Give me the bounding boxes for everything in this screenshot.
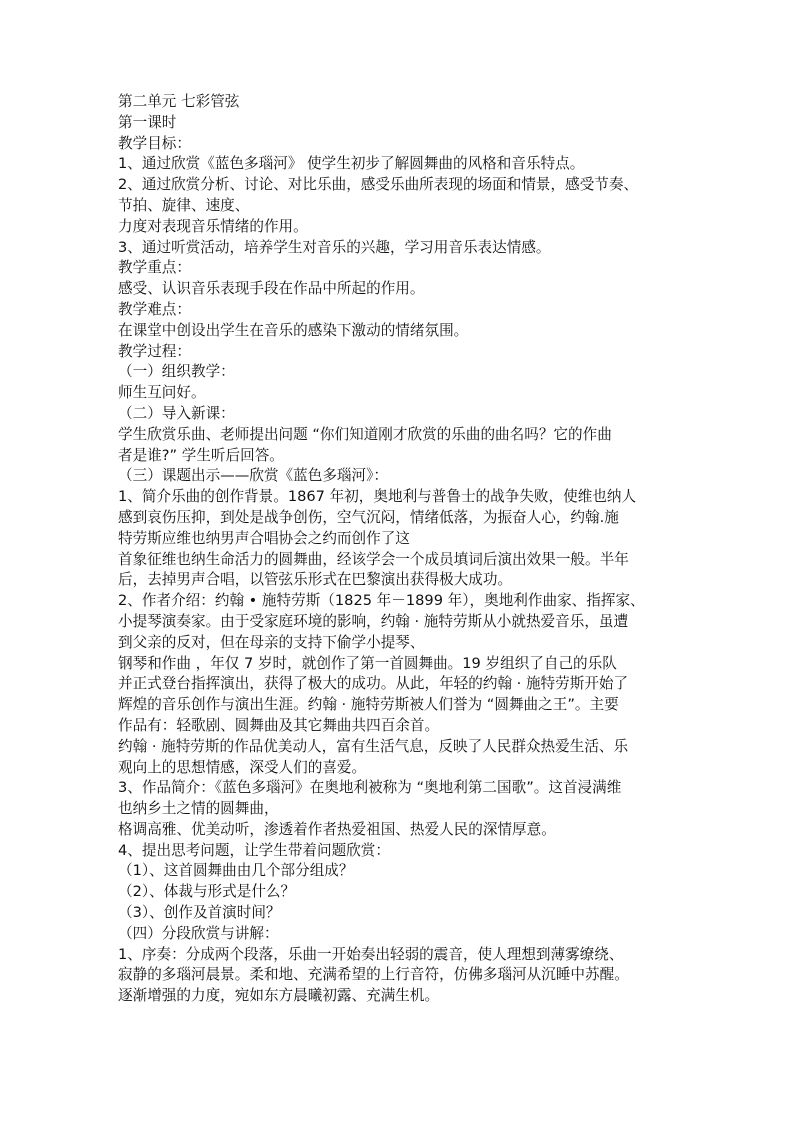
text-line: 1、简介乐曲的创作背景。1867 年初，奥地利与普鲁士的战争失败，使维也纳人 [118,488,637,506]
section-heading-objectives: 教学目标： [118,134,191,152]
subsection-heading: （一）组织教学： [118,363,235,381]
question-item: （2）、体裁与形式是什么？ [118,883,296,901]
text-line: 也纳乡土之情的圆舞曲， [118,800,279,818]
text-line: 钢琴和作曲 ，年仅 7 岁时，就创作了第一首圆舞曲。19 岁组织了自己的乐队 [118,654,617,672]
section-heading-process: 教学过程： [118,342,191,360]
text-line: 并正式登台指挥演出，获得了极大的成功。从此，年轻的约翰 · 施特劳斯开始了 [118,675,629,693]
text-line: 1、通过欣赏《蓝色多瑙河》 使学生初步了解圆舞曲的风格和音乐特点。 [118,155,585,173]
subsection-heading: （四）分段欣赏与讲解： [118,924,279,942]
text-line: 2、作者介绍：约翰 • 施特劳斯（1825 年－1899 年），奥地利作曲家、指挥家、 [118,592,645,610]
text-line: 3、通过听赏活动，培养学生对音乐的兴趣，学习用音乐表达情感。 [118,238,551,256]
text-line: 到父亲的反对，但在母亲的支持下偷学小提琴、 [118,633,425,651]
text-line: 4、提出思考问题，让学生带着问题欣赏： [118,841,390,859]
document-page [118,92,698,1007]
subsection-heading: （二）导入新课： [118,404,235,422]
text-line: 2、通过欣赏分析、讨论、对比乐曲，感受乐曲所表现的场面和情景，感受节奏、 [118,176,639,194]
text-line: 小提琴演奏家。由于受家庭环境的影响，约翰 · 施特劳斯从小就热爱音乐，虽遭 [118,612,629,630]
section-heading-key-points: 教学重点： [118,259,191,277]
text-line: 1、序奏：分成两个段落，乐曲一开始奏出轻弱的震音，使人理想到薄雾缭绕、 [118,945,624,963]
text-line: 节拍、旋律、速度、 [118,196,250,214]
question-item: （1）、这首圆舞曲由几个部分组成？ [118,862,354,880]
subsection-heading: （三）课题出示——欣赏《蓝色多瑙河》： [118,467,388,485]
text-line: 在课堂中创设出学生在音乐的感染下激动的情绪氛围。 [118,321,469,339]
text-line: 力度对表现音乐情绪的作用。 [118,217,308,235]
text-line: 逐渐增强的力度，宛如东方晨曦初露、充满生机。 [118,987,440,1005]
text-line: 首象征维也纳生命活力的圆舞曲，经该学会一个成员填词后演出效果一般。半年 [118,550,629,568]
text-line: 者是谁?” 学生听后回答。 [118,446,284,464]
text-line: 3、作品简介：《蓝色多瑙河》在奥地利被称为 “奥地利第二国歌”。这首浸满维 [118,779,622,797]
text-line: 感到哀伤压抑，到处是战争创伤，空气沉闷，情绪低落，为振奋人心，约翰.施 [118,508,619,526]
text-line: 特劳斯应维也纳男声合唱协会之约而创作了这 [118,529,410,547]
text-line: 寂静的多瑙河晨景。柔和地、充满希望的上行音符，仿佛多瑙河从沉睡中苏醒。 [118,966,629,984]
text-line: 师生互问好。 [118,384,206,402]
text-line: 约翰 · 施特劳斯的作品优美动人，富有生活气息，反映了人民群众热爱生活、乐 [118,737,629,755]
text-line: 格调高雅、优美动听，渗透着作者热爱祖国、热爱人民的深情厚意。 [118,820,556,838]
text-line: 作品有：轻歌剧、圆舞曲及其它舞曲共四百余首。 [118,716,440,734]
text-line: 感受、认识音乐表现手段在作品中所起的作用。 [118,280,425,298]
unit-title: 第二单元 七彩管弦 [118,93,240,110]
question-item: （3）、创作及首演时间？ [118,904,281,922]
text-line: 学生欣赏乐曲、老师提出问题 “你们知道刚才欣赏的乐曲的曲名吗？它的作曲 [118,425,612,443]
text-line: 后，去掉男声合唱，以管弦乐形式在巴黎演出获得极大成功。 [118,571,513,589]
lesson-title: 第一课时 [118,113,177,131]
section-heading-difficulties: 教学难点： [118,300,191,318]
text-line: 辉煌的音乐创作与演出生涯。约翰 · 施特劳斯被人们誉为 “圆舞曲之王”。主要 [118,696,619,714]
text-line: 观向上的思想情感，深受人们的喜爱。 [118,758,367,776]
